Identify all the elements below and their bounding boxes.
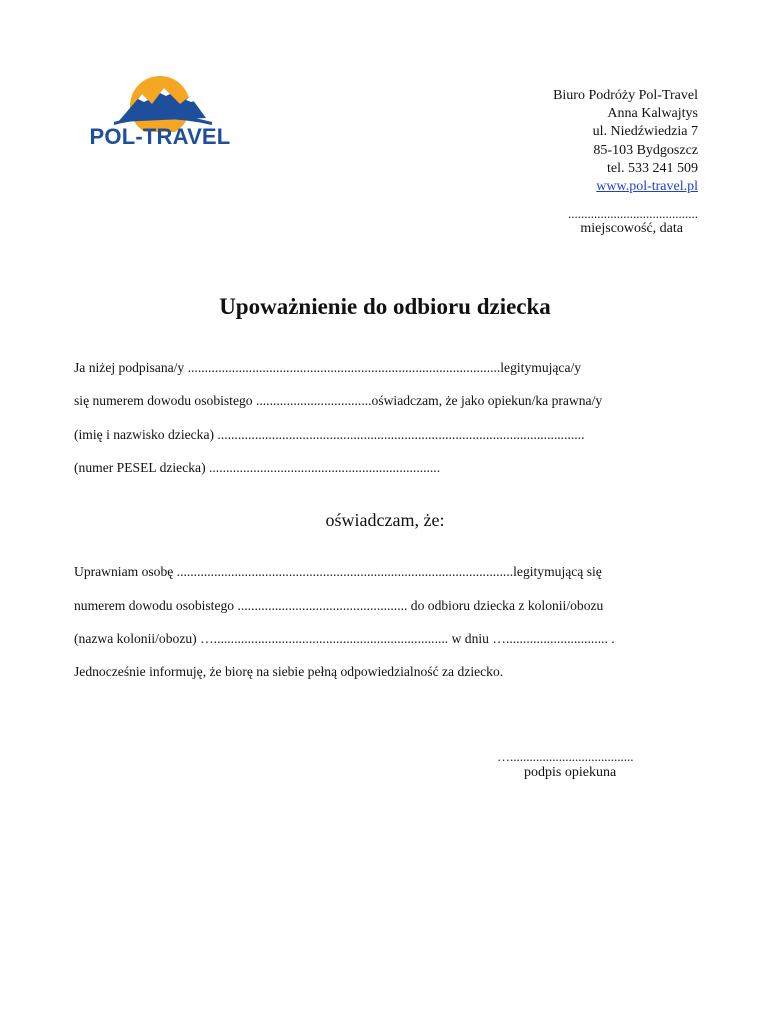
child-pesel-line[interactable]: (numer PESEL dziecka) .................................................................... [74,460,441,475]
camp-name-date-line[interactable]: (nazwa kolonii/obozu) …..................................................................... w dniu ….............................. . [74,631,615,646]
responsibility-statement: Jednocześnie informuję, że biorę na siebie pełną odpowiedzialność za dziecko. [74,664,504,679]
address-block [553,87,698,196]
postal-city: 85-103 Bydgoszcz [593,142,698,158]
authorized-id-line[interactable]: numerem dowodu osobistego .................................................. do odbioru dziecka z kolonii/obozu [74,598,604,613]
child-name-line[interactable]: (imię i nazwisko dziecka) ............................................................................................................ [74,427,585,442]
signature-label: podpis opiekuna [524,765,617,780]
declaration-heading: oświadczam, że: [325,510,445,530]
street-address: ul. Niedźwiedzia 7 [592,124,698,140]
place-date-label: miejscowość, data [580,221,683,236]
signature-field[interactable]: …...................................... [497,749,634,764]
phone-number: tel. 533 241 509 [607,160,698,176]
company-name: Biuro Podróży Pol-Travel [553,88,698,103]
place-date-field[interactable]: ........................................ [568,206,698,221]
logo-mountain-sun-icon [82,72,238,132]
authorized-person-line[interactable]: Uprawniam osobę ...................................................................................................legitymującą się [74,564,602,579]
declarant-line[interactable]: Ja niżej podpisana/y ............................................................................................legitymująca/y [74,360,582,375]
document-title: Upoważnienie do odbioru dziecka [219,294,551,319]
id-number-line[interactable]: się numerem dowodu osobistego ..................................oświadczam, że jako opiekun/ka prawna/y [74,393,603,408]
logo-text: POL-TRAVEL [89,124,231,149]
pol-travel-logo [82,72,238,152]
website-link[interactable]: www.pol-travel.pl [596,179,698,195]
contact-person: Anna Kalwajtys [607,106,698,122]
